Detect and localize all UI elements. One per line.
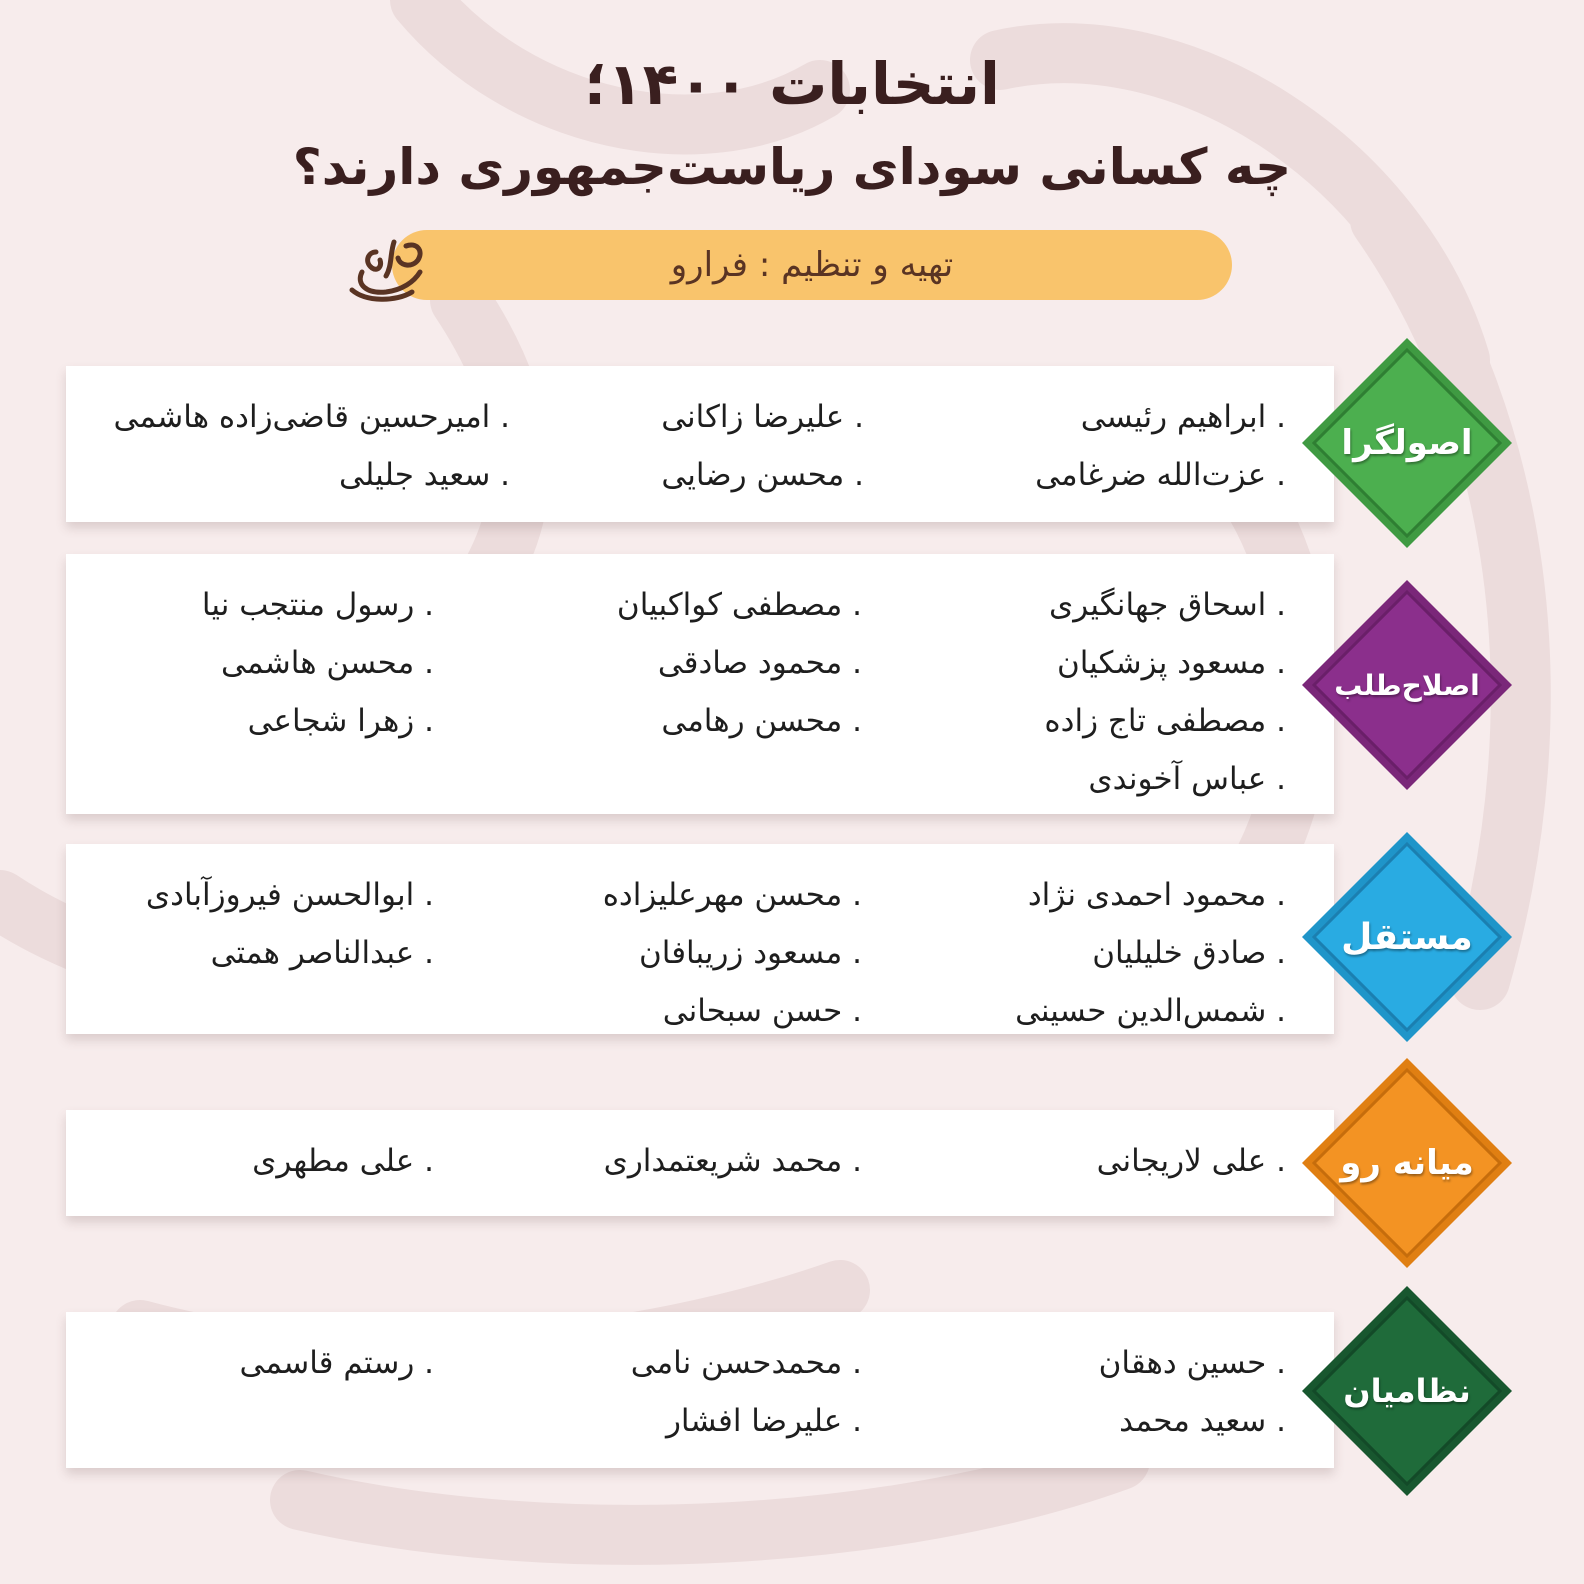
candidate-name: . مصطفی کواکبیان [616, 587, 862, 623]
credit-bar [392, 230, 1232, 300]
candidate-name: . زهرا شجاعی [247, 703, 434, 739]
names-column [603, 866, 862, 1040]
names-column [1097, 1132, 1286, 1190]
candidate-name: . علی لاریجانی [1096, 1143, 1286, 1179]
candidate-name: . محمد شریعتمداری [603, 1143, 862, 1179]
group-badge-osoolgara [1300, 336, 1514, 550]
candidate-name: . عبدالناصر همتی [210, 935, 434, 971]
group-label: اصلاح‌طلب [1334, 668, 1480, 702]
group-badge-eslahtalab [1300, 578, 1514, 792]
page-subtitle: چه کسانی سودای ریاست‌جمهوری دارند؟ [292, 138, 1292, 196]
candidate-name: . علی مطهری [252, 1143, 434, 1179]
candidate-name: . علیرضا زاکانی [661, 399, 864, 435]
candidate-name: . اسحاق جهانگیری [1048, 587, 1286, 623]
candidate-name: . حسین دهقان [1098, 1345, 1286, 1381]
candidate-name: . سعید محمد [1119, 1403, 1286, 1439]
candidate-name: . محسن هاشمی [221, 645, 434, 681]
group-card-mostaghel [66, 844, 1334, 1034]
names-column [1044, 576, 1286, 808]
candidate-name: . محسن رضایی [661, 457, 864, 493]
group-badge-mianero [1300, 1056, 1514, 1270]
candidate-name: . محمود احمدی نژاد [1027, 877, 1286, 913]
group-label: میانه رو [1340, 1143, 1474, 1183]
candidate-name: . سعید جلیلی [339, 457, 510, 493]
page-title: انتخابات ۱۴۰۰؛ [584, 50, 1000, 118]
group-label: نظامیان [1343, 1372, 1471, 1410]
candidate-name: . امیرحسین قاضی‌زاده هاشمی [113, 399, 510, 435]
group-label: مستقل [1341, 916, 1473, 958]
candidate-name: . مسعود پزشکیان [1057, 645, 1286, 681]
names-column [202, 576, 434, 750]
candidate-name: . شمس‌الدین حسینی [1015, 993, 1286, 1029]
fararu-logo-icon [346, 232, 430, 304]
candidate-name: . محسن رهامی [661, 703, 862, 739]
candidate-name: . رستم قاسمی [239, 1345, 434, 1381]
candidate-name: . محمود صادقی [657, 645, 862, 681]
names-column [1015, 866, 1286, 1040]
group-label: اصولگرا [1341, 423, 1473, 463]
names-column [617, 576, 862, 750]
candidate-name: . عباس آخوندی [1088, 761, 1286, 797]
candidate-name: . مسعود زریبافان [639, 935, 862, 971]
group-badge-nezamian [1300, 1284, 1514, 1498]
candidate-name: . رسول منتجب نیا [201, 587, 434, 623]
group-card-mianero [66, 1110, 1334, 1216]
candidate-name: . حسن سبحانی [662, 993, 862, 1029]
credit-text: تهیه و تنظیم : فرارو [670, 245, 954, 285]
candidate-name: . علیرضا افشار [665, 1403, 862, 1439]
candidate-name: . محسن مهرعلیزاده [602, 877, 862, 913]
names-column [240, 1334, 435, 1392]
names-column [661, 388, 864, 504]
names-column [604, 1132, 862, 1190]
group-card-nezamian [66, 1312, 1334, 1468]
names-column [146, 866, 434, 982]
names-column [631, 1334, 862, 1450]
names-column [252, 1132, 434, 1190]
candidate-name: . عزت‌الله ضرغامی [1035, 457, 1286, 493]
names-column [1035, 388, 1286, 504]
candidate-name: . محمدحسن نامی [630, 1345, 862, 1381]
group-badge-mostaghel [1300, 830, 1514, 1044]
names-column [1099, 1334, 1286, 1450]
candidate-name: . مصطفی تاج زاده [1044, 703, 1286, 739]
candidate-name: . ابوالحسن فیروزآبادی [145, 877, 434, 913]
group-card-osoolgara [66, 366, 1334, 522]
group-card-eslahtalab [66, 554, 1334, 814]
candidate-name: . صادق خلیلیان [1092, 935, 1286, 971]
names-column [114, 388, 510, 504]
candidate-name: . ابراهیم رئیسی [1080, 399, 1286, 435]
